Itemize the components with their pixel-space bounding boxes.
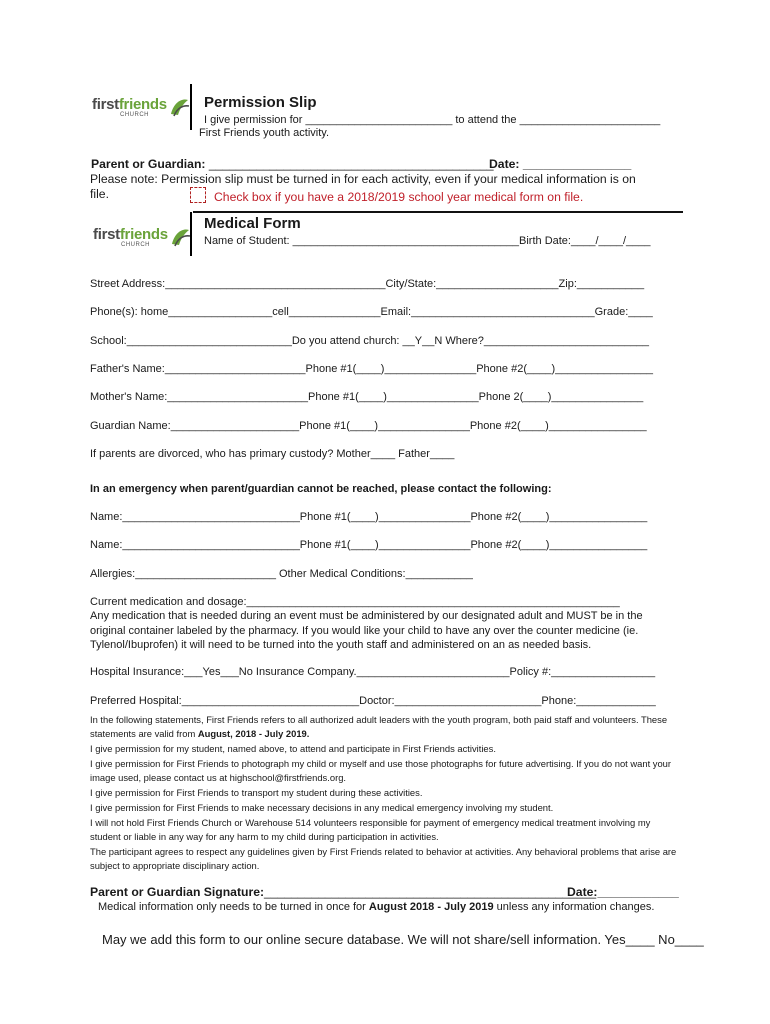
emergency-contact-2[interactable]: Name:_____________________________Phone #1(____)_______________Phone #2(____)________________ [90,539,648,551]
statement-5: I will not hold First Friends Church or Warehouse 514 volunteers responsible for payment of emergency medical treatment involving my student or liable in any way for any harm to my child during participation in activities. [90,817,651,842]
medication-field[interactable]: Current medication and dosage:_____________________________________________________________ [90,596,620,608]
permission-note-file: file. [90,187,109,201]
permission-note: Please note: Permission slip must be turned in for each activity, even if your medical information is on [90,172,636,186]
medication-note: Any medication that is needed during an event must be administered by our designated adult and MUST be in the original container labeled by the pharmacy. If you would like your child to have any over the counter medicine (ie. Tylenol/Ibuprofen) it will need to be turned into the youth staff and administered on an as needed basis. [90,610,643,651]
medical-on-file-checkbox[interactable] [190,187,206,203]
statement-6: The participant agrees to respect any guidelines given by First Friends related to behavior at activities. Any behavioral problems that arise are subject to appropriate disciplinary action. [90,846,677,871]
guardian-blank: __________________________________________ [208,157,494,171]
guardian-name-field[interactable]: Guardian Name:_____________________Phone #1(____)_______________Phone #2(____)________________ [90,420,647,432]
school-field[interactable]: School:___________________________Do you attend church: __Y__N Where?___________________________ [90,335,650,347]
statements-valid-dates: August, 2018 - July 2019. [197,727,310,739]
header-divider [190,84,192,130]
signature-note [98,901,654,913]
database-question[interactable]: May we add this form to our online secure database. We will not share/sell information. Yes____ No____ [102,932,704,947]
signature-label: Parent or Guardian Signature: [90,885,265,899]
checkbox-label: Check box if you have a 2018/2019 school year medical form on file. [214,190,584,204]
statements-intro [90,713,680,740]
signature-note-dates: August 2018 - July 2019 [368,901,494,913]
guardian-row [91,157,494,171]
signature-row [90,885,596,899]
logo-word-friends: friends [119,226,168,243]
medical-header-divider [190,212,192,256]
insurance-field[interactable]: Hospital Insurance:___Yes___No Insurance Company._________________________Policy #:_________________ [90,666,656,678]
permission-line-2: First Friends youth activity. [199,127,329,139]
statement-3: I give permission for First Friends to transport my student during these activities. [90,787,423,798]
phone-field[interactable]: Phone(s): home_________________cell_______________Email:______________________________Grade:____ [90,306,653,318]
church-logo [92,92,188,122]
medical-title: Medical Form [204,215,301,232]
statement-4: I give permission for First Friends to make necessary decisions in any medical emergency involving my student. [90,802,554,813]
allergies-field[interactable]: Allergies:_______________________ Other Medical Conditions:___________ [90,568,473,580]
signature-note-text: Medical information only needs to be turned in once for [98,901,369,913]
father-field[interactable]: Father's Name:_______________________Phone #1(____)_______________Phone #2(____)________________ [90,363,653,375]
logo-church-label: CHURCH [121,242,150,248]
church-logo-medical [93,222,189,252]
logo-mark-icon [168,94,190,118]
logo-church-label: CHURCH [120,112,149,118]
address-field[interactable]: Street Address:____________________________________City/State:____________________Zip:___________ [90,278,645,290]
logo-word-first: first [92,96,119,113]
student-name-field[interactable]: Name of Student: _____________________________________Birth Date:____/____/____ [204,235,651,247]
guardian-date: Date: ________________ [489,157,632,171]
signature-blank[interactable]: _________________________________________________ [264,885,597,899]
hospital-field[interactable]: Preferred Hospital:_____________________________Doctor:________________________Phone:_____________ [90,695,656,707]
permission-line: I give permission for ________________________ to attend the _______________________ [204,114,661,126]
logo-mark-icon [169,224,191,248]
emergency-heading: In an emergency when parent/guardian cannot be reached, please contact the following: [90,483,552,495]
signature-note-end: unless any information changes. [493,901,655,913]
signature-date[interactable]: Date:____________ [567,885,679,899]
statement-1: I give permission for my student, named above, to attend and participate in First Friends activities. [90,743,496,754]
logo-word-first: first [93,226,120,243]
emergency-contact-1[interactable]: Name:_____________________________Phone #1(____)_______________Phone #2(____)________________ [90,511,648,523]
section-divider [193,211,683,213]
guardian-label: Parent or Guardian: [91,157,209,171]
statements-intro-text: In the following statements, First Friends refers to all authorized adult leaders with the youth program, both paid staff and volunteers. These statements are valid from [90,714,668,739]
logo-word-friends: friends [118,96,167,113]
mother-field[interactable]: Mother's Name:_______________________Phone #1(____)_______________Phone 2(____)_______________ [90,391,644,403]
custody-field[interactable]: If parents are divorced, who has primary custody? Mother____ Father____ [90,448,455,460]
permission-title: Permission Slip [204,94,317,111]
statement-2: I give permission for First Friends to photograph my child or myself and use those photographs for future advertising. If you do not want your image used, please contact us at highschool@firstfriends.org. [90,758,672,783]
